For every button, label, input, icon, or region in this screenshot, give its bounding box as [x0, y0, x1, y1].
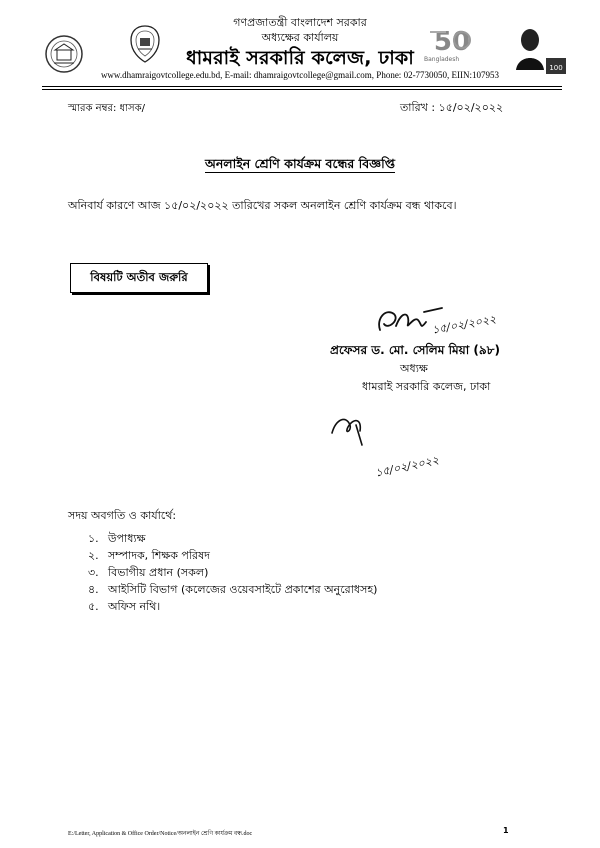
page-number: 1 — [503, 826, 509, 835]
list-item — [88, 547, 377, 564]
college-name: ধামরাই সরকারি কলেজ, ঢাকা — [186, 47, 414, 69]
list-item-text: উপাধ্যক্ষ — [108, 532, 146, 545]
signatory-title: অধ্যক্ষ — [400, 362, 428, 375]
memo-number: স্মারক নম্বর: ধাসক/ — [68, 103, 146, 114]
header-divider — [42, 86, 562, 87]
contact-info: www.dhamraigovtcollege.edu.bd, E-mail: dhamraigovtcollege@gmail.com, Phone: 02-7730050, EIIN:107953 — [100, 70, 500, 80]
list-item-number: ১. — [88, 532, 99, 545]
bangladesh-label: Bangladesh — [424, 56, 460, 63]
notice-subject — [0, 156, 600, 176]
svg-text:50: 50 — [433, 27, 471, 57]
urgent-notice-box — [70, 263, 208, 293]
memo-date: তারিখ : ১৫/০২/২০২২ — [400, 101, 504, 114]
list-item — [88, 564, 377, 581]
second-handwritten-date: ১৫/০২/২০২২ — [374, 453, 441, 480]
handwritten-date: ১৫/০২/২০২২ — [431, 312, 498, 337]
second-signature-scribble — [326, 405, 386, 449]
header-divider-thin — [42, 89, 562, 90]
footer-file-path: E:/Letter, Application & Office Order/Notice/অনলাইন শ্রেণি কার্যক্রম বন্ধ.doc — [68, 831, 253, 837]
list-item — [88, 581, 377, 598]
list-item — [88, 598, 377, 615]
list-item-number: ২. — [88, 549, 99, 562]
svg-text:100: 100 — [549, 64, 563, 72]
cc-list — [88, 530, 377, 615]
list-item-number: ৪. — [88, 583, 99, 596]
list-item-text: বিভাগীয় প্রধান (সকল) — [108, 566, 209, 579]
signatory-college: ধামরাই সরকারি কলেজ, ঢাকা — [362, 380, 491, 393]
notice-subject-text: অনলাইন শ্রেণি কার্যক্রম বন্ধের বিজ্ঞপ্তি — [205, 156, 395, 171]
notice-body: অনিবার্য কারণে আজ ১৫/০২/২০২২ তারিখের সকল অনলাইন শ্রেণি কার্যক্রম বন্ধ থাকবে। — [68, 199, 457, 212]
cc-heading: সদয় অবগতি ও কার্যার্থে: — [68, 509, 177, 522]
government-name: গণপ্রজাতন্ত্রী বাংলাদেশ সরকার — [233, 16, 367, 29]
signatory-name: প্রফেসর ড. মো. সেলিম মিয়া (৯৮) — [330, 343, 500, 357]
list-item-text: সম্পাদক, শিক্ষক পরিষদ — [108, 549, 210, 562]
list-item-text: অফিস নথি। — [108, 600, 161, 613]
list-item-number: ৩. — [88, 566, 99, 579]
list-item-text: আইসিটি বিভাগ (কলেজের ওয়েবসাইটে প্রকাশের অনুরোধসহ) — [108, 583, 378, 596]
urgent-notice-text: বিষয়টি অতীব জরুরি — [90, 269, 188, 284]
list-item — [88, 530, 377, 547]
office-name: অধ্যক্ষের কার্যালয় — [261, 31, 339, 44]
list-item-number: ৫. — [88, 600, 99, 613]
